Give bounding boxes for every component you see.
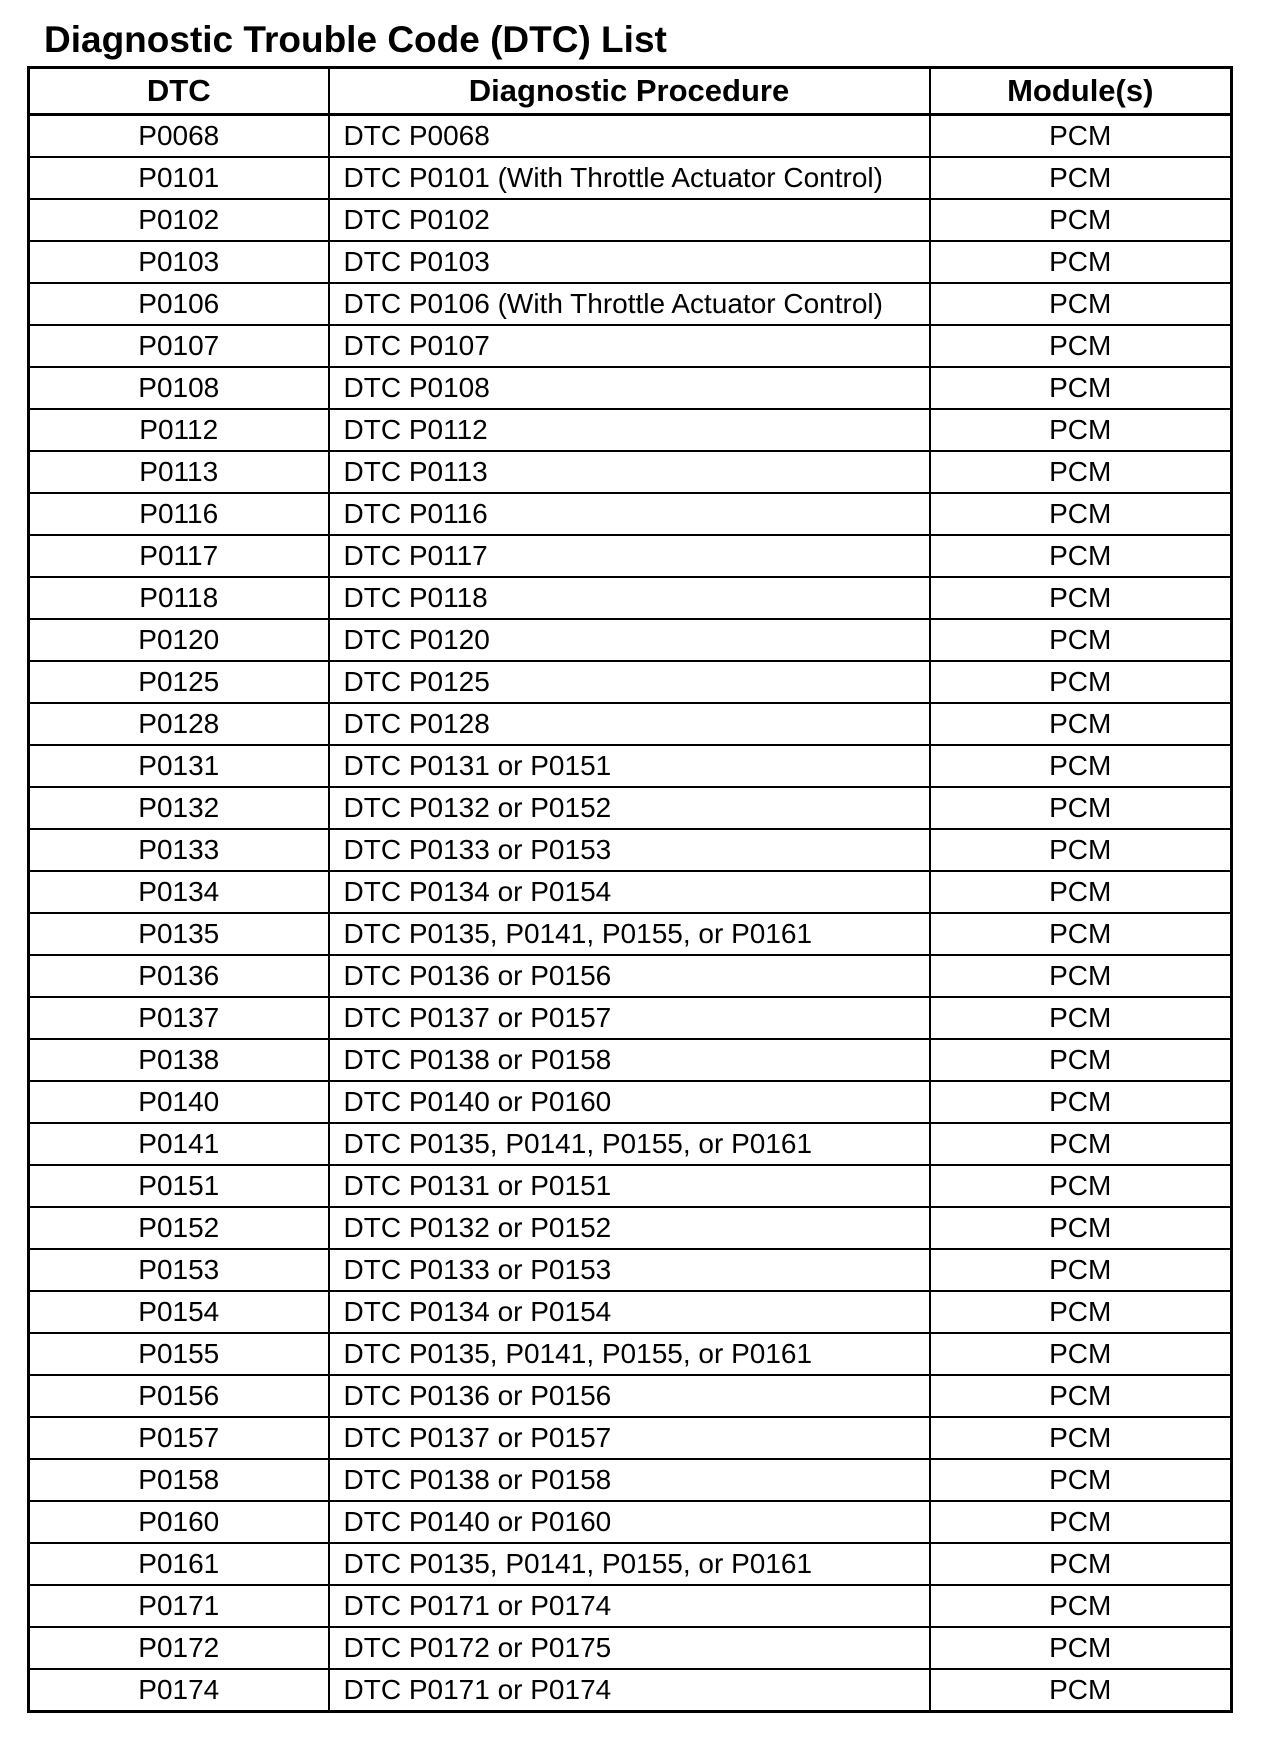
table-row <box>29 1123 1232 1165</box>
table-row <box>29 1669 1232 1712</box>
module-cell: PCM <box>930 451 1232 493</box>
table-row <box>29 997 1232 1039</box>
module-cell: PCM <box>930 997 1232 1039</box>
table-row <box>29 1165 1232 1207</box>
diagnostic-procedure-cell: DTC P0134 or P0154 <box>329 1291 930 1333</box>
diagnostic-procedure-cell: DTC P0171 or P0174 <box>329 1585 930 1627</box>
module-cell: PCM <box>930 115 1232 158</box>
table-row <box>29 115 1232 158</box>
dtc-code-cell: P0117 <box>29 535 329 577</box>
dtc-code-cell: P0102 <box>29 199 329 241</box>
module-cell: PCM <box>930 1249 1232 1291</box>
diagnostic-procedure-cell: DTC P0117 <box>329 535 930 577</box>
diagnostic-procedure-cell: DTC P0128 <box>329 703 930 745</box>
module-cell: PCM <box>930 1081 1232 1123</box>
module-cell: PCM <box>930 367 1232 409</box>
diagnostic-procedure-cell: DTC P0135, P0141, P0155, or P0161 <box>329 1333 930 1375</box>
dtc-code-cell: P0125 <box>29 661 329 703</box>
dtc-code-cell: P0158 <box>29 1459 329 1501</box>
dtc-code-cell: P0133 <box>29 829 329 871</box>
dtc-code-cell: P0135 <box>29 913 329 955</box>
table-row <box>29 577 1232 619</box>
module-cell: PCM <box>930 1165 1232 1207</box>
dtc-code-cell: P0161 <box>29 1543 329 1585</box>
header-row <box>29 68 1232 115</box>
table-row <box>29 367 1232 409</box>
module-cell: PCM <box>930 1627 1232 1669</box>
diagnostic-procedure-cell: DTC P0133 or P0153 <box>329 1249 930 1291</box>
diagnostic-procedure-cell: DTC P0131 or P0151 <box>329 745 930 787</box>
table-row <box>29 409 1232 451</box>
dtc-code-cell: P0131 <box>29 745 329 787</box>
diagnostic-procedure-cell: DTC P0118 <box>329 577 930 619</box>
table-row <box>29 157 1232 199</box>
dtc-code-cell: P0103 <box>29 241 329 283</box>
dtc-code-cell: P0113 <box>29 451 329 493</box>
diagnostic-procedure-cell: DTC P0136 or P0156 <box>329 955 930 997</box>
column-header-modules: Module(s) <box>930 68 1232 115</box>
table-row <box>29 1291 1232 1333</box>
diagnostic-procedure-cell: DTC P0108 <box>329 367 930 409</box>
module-cell: PCM <box>930 157 1232 199</box>
module-cell: PCM <box>930 1669 1232 1712</box>
diagnostic-procedure-cell: DTC P0120 <box>329 619 930 661</box>
diagnostic-procedure-cell: DTC P0138 or P0158 <box>329 1459 930 1501</box>
diagnostic-procedure-cell: DTC P0101 (With Throttle Actuator Control) <box>329 157 930 199</box>
table-row <box>29 787 1232 829</box>
table-row <box>29 955 1232 997</box>
diagnostic-procedure-cell: DTC P0112 <box>329 409 930 451</box>
module-cell: PCM <box>930 1501 1232 1543</box>
dtc-code-cell: P0153 <box>29 1249 329 1291</box>
dtc-code-cell: P0138 <box>29 1039 329 1081</box>
module-cell: PCM <box>930 829 1232 871</box>
dtc-code-cell: P0174 <box>29 1669 329 1712</box>
diagnostic-procedure-cell: DTC P0106 (With Throttle Actuator Control) <box>329 283 930 325</box>
table-row <box>29 1585 1232 1627</box>
table-row <box>29 619 1232 661</box>
table-row <box>29 745 1232 787</box>
module-cell: PCM <box>930 787 1232 829</box>
diagnostic-procedure-cell: DTC P0172 or P0175 <box>329 1627 930 1669</box>
page-title: Diagnostic Trouble Code (DTC) List <box>44 19 667 60</box>
diagnostic-procedure-cell: DTC P0135, P0141, P0155, or P0161 <box>329 1123 930 1165</box>
diagnostic-procedure-cell: DTC P0132 or P0152 <box>329 1207 930 1249</box>
table-row <box>29 1543 1232 1585</box>
table-row <box>29 283 1232 325</box>
dtc-code-cell: P0137 <box>29 997 329 1039</box>
module-cell: PCM <box>930 1543 1232 1585</box>
module-cell: PCM <box>930 1333 1232 1375</box>
dtc-code-cell: P0128 <box>29 703 329 745</box>
table-row <box>29 535 1232 577</box>
module-cell: PCM <box>930 241 1232 283</box>
table-row <box>29 1627 1232 1669</box>
dtc-code-cell: P0172 <box>29 1627 329 1669</box>
table-row <box>29 199 1232 241</box>
module-cell: PCM <box>930 955 1232 997</box>
diagnostic-procedure-cell: DTC P0107 <box>329 325 930 367</box>
dtc-code-cell: P0141 <box>29 1123 329 1165</box>
module-cell: PCM <box>930 745 1232 787</box>
dtc-code-cell: P0116 <box>29 493 329 535</box>
table-row <box>29 493 1232 535</box>
diagnostic-procedure-cell: DTC P0131 or P0151 <box>329 1165 930 1207</box>
dtc-code-cell: P0107 <box>29 325 329 367</box>
dtc-code-cell: P0112 <box>29 409 329 451</box>
diagnostic-procedure-cell: DTC P0135, P0141, P0155, or P0161 <box>329 1543 930 1585</box>
module-cell: PCM <box>930 199 1232 241</box>
table-row <box>29 1459 1232 1501</box>
column-header-dtc: DTC <box>29 68 329 115</box>
table-row <box>29 913 1232 955</box>
table-row <box>29 871 1232 913</box>
diagnostic-procedure-cell: DTC P0134 or P0154 <box>329 871 930 913</box>
module-cell: PCM <box>930 1459 1232 1501</box>
module-cell: PCM <box>930 661 1232 703</box>
diagnostic-procedure-cell: DTC P0137 or P0157 <box>329 997 930 1039</box>
diagnostic-procedure-cell: DTC P0140 or P0160 <box>329 1501 930 1543</box>
dtc-code-cell: P0136 <box>29 955 329 997</box>
module-cell: PCM <box>930 1207 1232 1249</box>
module-cell: PCM <box>930 1375 1232 1417</box>
table-row <box>29 1333 1232 1375</box>
dtc-code-cell: P0140 <box>29 1081 329 1123</box>
dtc-code-cell: P0106 <box>29 283 329 325</box>
diagnostic-procedure-cell: DTC P0138 or P0158 <box>329 1039 930 1081</box>
table-row <box>29 661 1232 703</box>
module-cell: PCM <box>930 577 1232 619</box>
table-row <box>29 1417 1232 1459</box>
diagnostic-procedure-cell: DTC P0133 or P0153 <box>329 829 930 871</box>
dtc-code-cell: P0101 <box>29 157 329 199</box>
column-header-diagnostic-procedure: Diagnostic Procedure <box>329 68 930 115</box>
table-header <box>29 68 1232 115</box>
table-row <box>29 1039 1232 1081</box>
diagnostic-procedure-cell: DTC P0068 <box>329 115 930 158</box>
dtc-code-cell: P0151 <box>29 1165 329 1207</box>
diagnostic-procedure-cell: DTC P0116 <box>329 493 930 535</box>
dtc-code-cell: P0120 <box>29 619 329 661</box>
diagnostic-procedure-cell: DTC P0125 <box>329 661 930 703</box>
module-cell: PCM <box>930 493 1232 535</box>
module-cell: PCM <box>930 1585 1232 1627</box>
diagnostic-procedure-cell: DTC P0135, P0141, P0155, or P0161 <box>329 913 930 955</box>
module-cell: PCM <box>930 1039 1232 1081</box>
dtc-code-cell: P0108 <box>29 367 329 409</box>
table-body <box>29 115 1232 1712</box>
table-row <box>29 1249 1232 1291</box>
dtc-code-cell: P0171 <box>29 1585 329 1627</box>
diagnostic-procedure-cell: DTC P0113 <box>329 451 930 493</box>
table-row <box>29 1207 1232 1249</box>
dtc-code-cell: P0160 <box>29 1501 329 1543</box>
dtc-table <box>27 66 1233 1713</box>
module-cell: PCM <box>930 1123 1232 1165</box>
table-row <box>29 325 1232 367</box>
table-row <box>29 829 1232 871</box>
module-cell: PCM <box>930 1417 1232 1459</box>
table-row <box>29 1081 1232 1123</box>
module-cell: PCM <box>930 1291 1232 1333</box>
dtc-code-cell: P0132 <box>29 787 329 829</box>
dtc-code-cell: P0155 <box>29 1333 329 1375</box>
table-row <box>29 703 1232 745</box>
dtc-code-cell: P0156 <box>29 1375 329 1417</box>
dtc-code-cell: P0068 <box>29 115 329 158</box>
module-cell: PCM <box>930 703 1232 745</box>
module-cell: PCM <box>930 325 1232 367</box>
diagnostic-procedure-cell: DTC P0103 <box>329 241 930 283</box>
diagnostic-procedure-cell: DTC P0137 or P0157 <box>329 1417 930 1459</box>
table-row <box>29 1501 1232 1543</box>
dtc-code-cell: P0134 <box>29 871 329 913</box>
diagnostic-procedure-cell: DTC P0102 <box>329 199 930 241</box>
module-cell: PCM <box>930 409 1232 451</box>
dtc-code-cell: P0118 <box>29 577 329 619</box>
dtc-code-cell: P0154 <box>29 1291 329 1333</box>
diagnostic-procedure-cell: DTC P0136 or P0156 <box>329 1375 930 1417</box>
module-cell: PCM <box>930 871 1232 913</box>
module-cell: PCM <box>930 535 1232 577</box>
diagnostic-procedure-cell: DTC P0132 or P0152 <box>329 787 930 829</box>
dtc-code-cell: P0157 <box>29 1417 329 1459</box>
dtc-code-cell: P0152 <box>29 1207 329 1249</box>
module-cell: PCM <box>930 283 1232 325</box>
module-cell: PCM <box>930 913 1232 955</box>
diagnostic-procedure-cell: DTC P0140 or P0160 <box>329 1081 930 1123</box>
table-row <box>29 1375 1232 1417</box>
diagnostic-procedure-cell: DTC P0171 or P0174 <box>329 1669 930 1712</box>
module-cell: PCM <box>930 619 1232 661</box>
table-row <box>29 451 1232 493</box>
table-row <box>29 241 1232 283</box>
